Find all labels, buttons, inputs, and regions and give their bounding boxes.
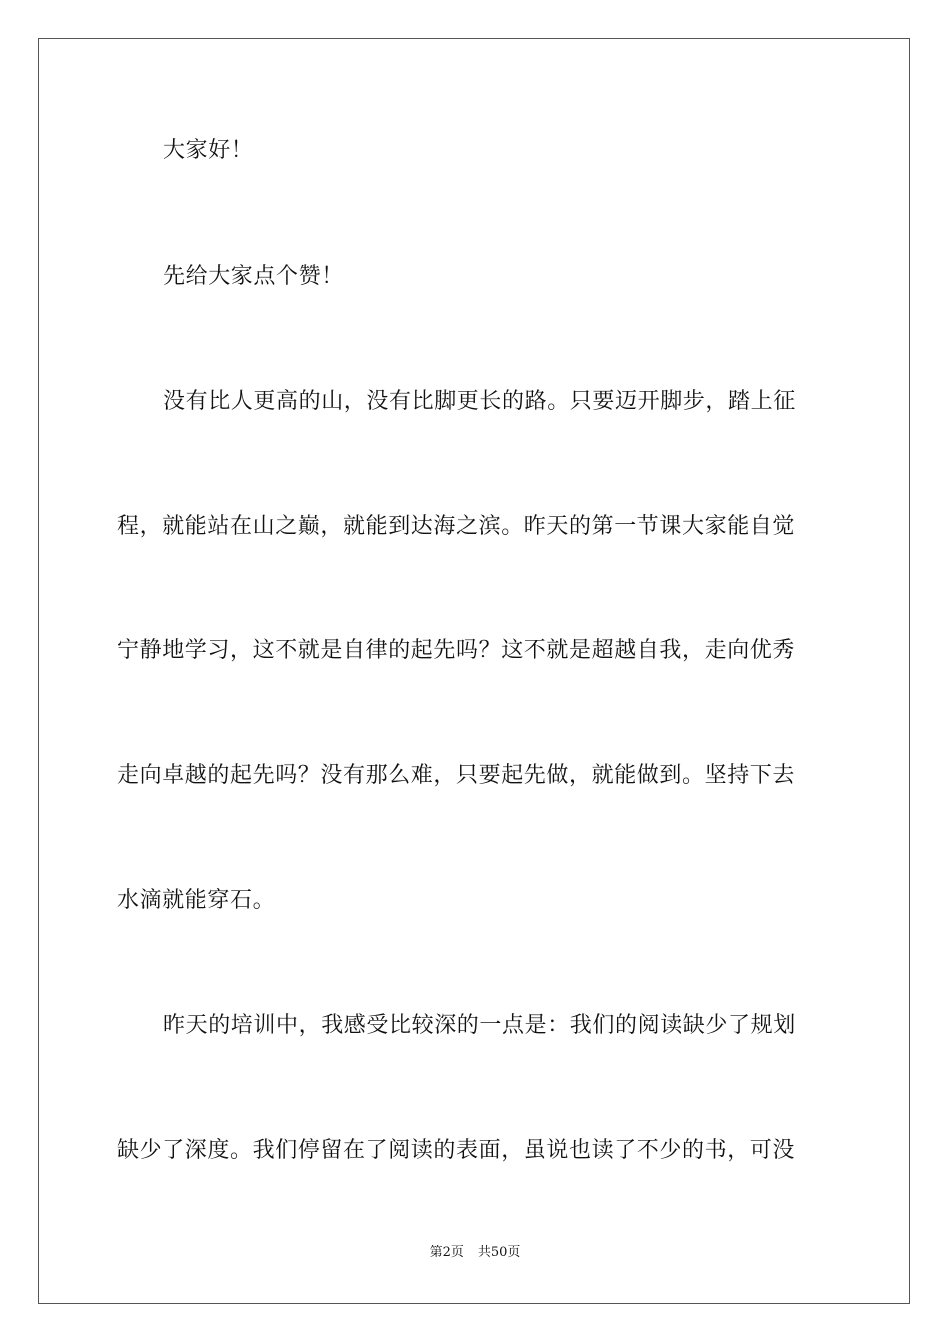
paragraph-line: 缺少了深度。我们停留在了阅读的表面，虽说也读了不少的书，可没	[117, 1138, 796, 1163]
paragraph-line: 走向卓越的起先吗？没有那么难，只要起先做，就能做到。坚持下去	[117, 763, 796, 788]
page-footer	[0, 1244, 950, 1262]
page-border	[38, 38, 910, 1304]
paragraph-line: 没有比人更高的山，没有比脚更长的路。只要迈开脚步，踏上征	[163, 389, 796, 414]
paragraph-line: 昨天的培训中，我感受比较深的一点是：我们的阅读缺少了规划	[163, 1013, 796, 1038]
paragraph-line: 程，就能站在山之巅，就能到达海之滨。昨天的第一节课大家能自觉	[117, 514, 796, 539]
paragraph-line-praise: 先给大家点个赞！	[163, 264, 344, 289]
paragraph-line-greeting: 大家好！	[163, 138, 254, 163]
paragraph-line: 水滴就能穿石。	[117, 888, 276, 913]
page-number: 第2页	[429, 1245, 464, 1260]
paragraph-line: 宁静地学习，这不就是自律的起先吗？这不就是超越自我，走向优秀	[117, 638, 796, 663]
page-total: 共50页	[477, 1245, 521, 1260]
